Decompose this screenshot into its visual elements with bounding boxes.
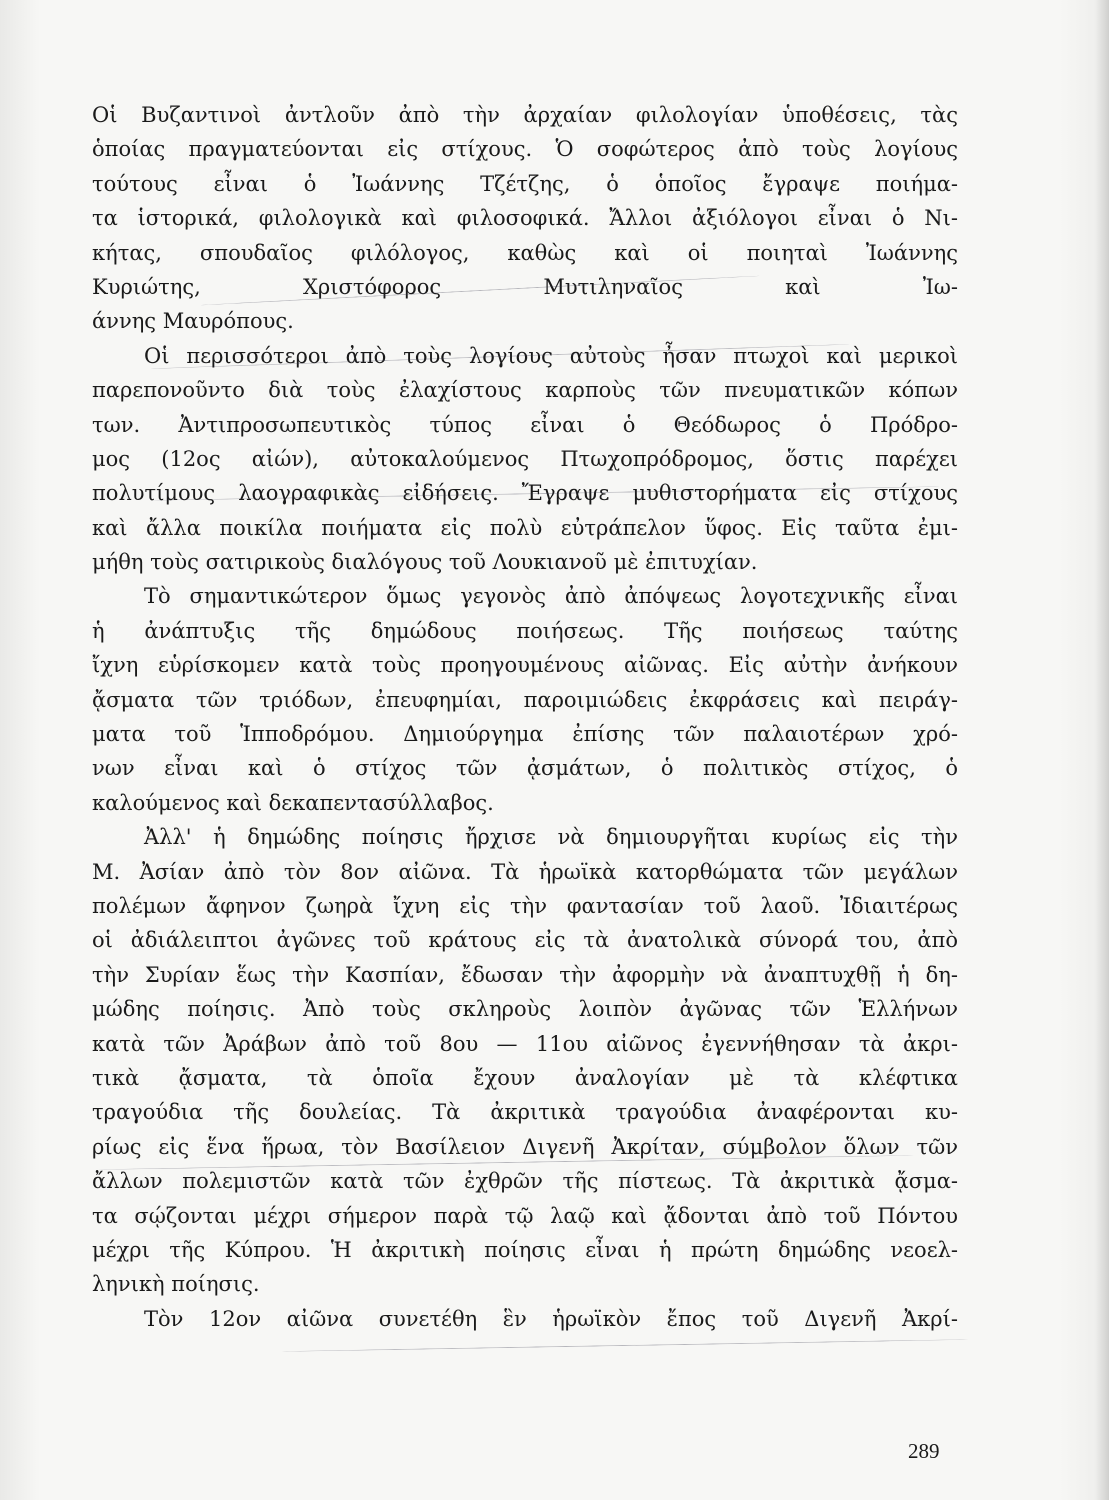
text-line: τα σῴζονται μέχρι σήμερον παρὰ τῷ λαῷ καὶ ᾄδονται ἀπὸ τοῦ Πόντου — [92, 1203, 958, 1228]
text-line: καὶ ἄλλα ποικίλα ποιήματα εἰς πολὺ εὐτράπελον ὕφος. Εἰς ταῦτα ἐμι- — [92, 515, 958, 540]
text-line: Μ. Ἀσίαν ἀπὸ τὸν 8ον αἰῶνα. Τὰ ἡρωϊκὰ κατορθώματα τῶν μεγάλων — [92, 859, 958, 884]
text-line: κατὰ τῶν Ἀράβων ἀπὸ τοῦ 8ου — 11ου αἰῶνος ἐγεννήθησαν τὰ ἀκρι- — [92, 1031, 958, 1056]
text-line: πολέμων ἄφηνον ζωηρὰ ἴχνη εἰς τὴν φαντασίαν τοῦ λαοῦ. Ἰδιαιτέρως — [92, 893, 958, 918]
text-line: μήθη τοὺς σατιρικοὺς διαλόγους τοῦ Λουκιανοῦ μὲ ἐπιτυχίαν. — [92, 550, 758, 575]
text-line: ματα τοῦ Ἱπποδρόμου. Δημιούργημα ἐπίσης τῶν παλαιοτέρων χρό- — [92, 722, 958, 747]
page-number: 289 — [908, 1439, 940, 1463]
text-line: Κυριώτης, Χριστόφορος Μυτιληναῖος καὶ Ἰω- — [92, 274, 958, 299]
text-line: καλούμενος καὶ δεκαπεντασύλλαβος. — [92, 790, 494, 815]
text-line: ληνικὴ ποίησις. — [92, 1272, 260, 1297]
text-line: τούτους εἶναι ὁ Ἰωάννης Τζέτζης, ὁ ὁποῖος ἔγραψε ποιήμα- — [92, 171, 958, 196]
text-line: Οἱ Βυζαντινοὶ ἀντλοῦν ἀπὸ τὴν ἀρχαίαν φιλολογίαν ὑποθέσεις, τὰς — [92, 103, 958, 127]
text-line: Ἀλλ' ἡ δημώδης ποίησις ἤρχισε νὰ δημιουργῆται κυρίως εἰς τὴν — [144, 825, 958, 850]
pencil-mark — [280, 1339, 970, 1352]
text-line: νων εἶναι καὶ ὁ στίχος τῶν ᾀσμάτων, ὁ πολιτικὸς στίχος, ὁ — [92, 756, 958, 781]
text-line: ὁποίας πραγματεύονται εἰς στίχους. Ὁ σοφώτερος ἀπὸ τοὺς λογίους — [92, 137, 958, 162]
text-line: ᾄσματα τῶν τριόδων, ἐπευφημίαι, παροιμιώδεις ἐκφράσεις καὶ πειράγ- — [92, 687, 958, 712]
text-line: τα ἱστορικά, φιλολογικὰ καὶ φιλοσοφικά. Ἄλλοι ἀξιόλογοι εἶναι ὁ Νι- — [92, 206, 958, 231]
text-line: ρίως εἰς ἕνα ἥρωα, τὸν Βασίλειον Διγενῆ Ἀκρίταν, σύμβολον ὅλων τῶν — [92, 1134, 958, 1159]
text-line: ἡ ἀνάπτυξις τῆς δημώδους ποιήσεως. Τῆς ποιήσεως ταύτης — [92, 618, 958, 643]
text-line: πολυτίμους λαογραφικὰς εἰδήσεις. Ἔγραψε μυθιστορήματα εἰς στίχους — [92, 481, 958, 506]
text-line: μώδης ποίησις. Ἀπὸ τοὺς σκληροὺς λοιπὸν ἀγῶνας τῶν Ἑλλήνων — [92, 997, 958, 1022]
text-line: άννης Μαυρόπους. — [92, 309, 294, 334]
body-text — [92, 98, 958, 1336]
text-line: τικὰ ᾄσματα, τὰ ὁποῖα ἔχουν ἀναλογίαν μὲ τὰ κλέφτικα — [92, 1065, 958, 1090]
text-line: μέχρι τῆς Κύπρου. Ἡ ἀκριτικὴ ποίησις εἶναι ἡ πρώτη δημώδης νεοελ- — [92, 1237, 958, 1262]
text-line: ἴχνη εὑρίσκομεν κατὰ τοὺς προηγουμένους αἰῶνας. Εἰς αὐτὴν ἀνήκουν — [92, 653, 958, 678]
text-line: ἄλλων πολεμιστῶν κατὰ τῶν ἐχθρῶν τῆς πίστεως. Τὰ ἀκριτικὰ ᾄσμα- — [92, 1169, 958, 1194]
text-line: Οἱ περισσότεροι ἀπὸ τοὺς λογίους αὐτοὺς ἦσαν πτωχοὶ καὶ μερικοὶ — [144, 343, 958, 368]
text-line: παρεπονοῦντο διὰ τοὺς ἐλαχίστους καρποὺς τῶν πνευματικῶν κόπων — [92, 378, 958, 403]
text-line: τραγούδια τῆς δουλείας. Τὰ ἀκριτικὰ τραγούδια ἀναφέρονται κυ- — [92, 1100, 958, 1125]
text-line: Τὸν 12ον αἰῶνα συνετέθη ἓν ἡρωϊκὸν ἔπος τοῦ Διγενῆ Ἀκρί- — [144, 1306, 958, 1331]
text-line: τὴν Συρίαν ἕως τὴν Κασπίαν, ἔδωσαν τὴν ἀφορμὴν νὰ ἀναπτυχθῇ ἡ δη- — [92, 962, 958, 987]
gutter-shadow — [1095, 0, 1109, 1500]
text-line: κήτας, σπουδαῖος φιλόλογος, καθὼς καὶ οἱ ποιηταὶ Ἰωάννης — [92, 240, 958, 265]
text-line: των. Ἀντιπροσωπευτικὸς τύπος εἶναι ὁ Θεόδωρος ὁ Πρόδρο- — [92, 412, 958, 437]
text-line: Τὸ σημαντικώτερον ὅμως γεγονὸς ἀπὸ ἀπόψεως λογοτεχνικῆς εἶναι — [144, 584, 958, 609]
text-line: μος (12ος αἰών), αὐτοκαλούμενος Πτωχοπρόδρομος, ὅστις παρέχει — [92, 446, 958, 471]
text-line: οἱ ἀδιάλειπτοι ἀγῶνες τοῦ κράτους εἰς τὰ ἀνατολικὰ σύνορά του, ἀπὸ — [92, 928, 958, 953]
